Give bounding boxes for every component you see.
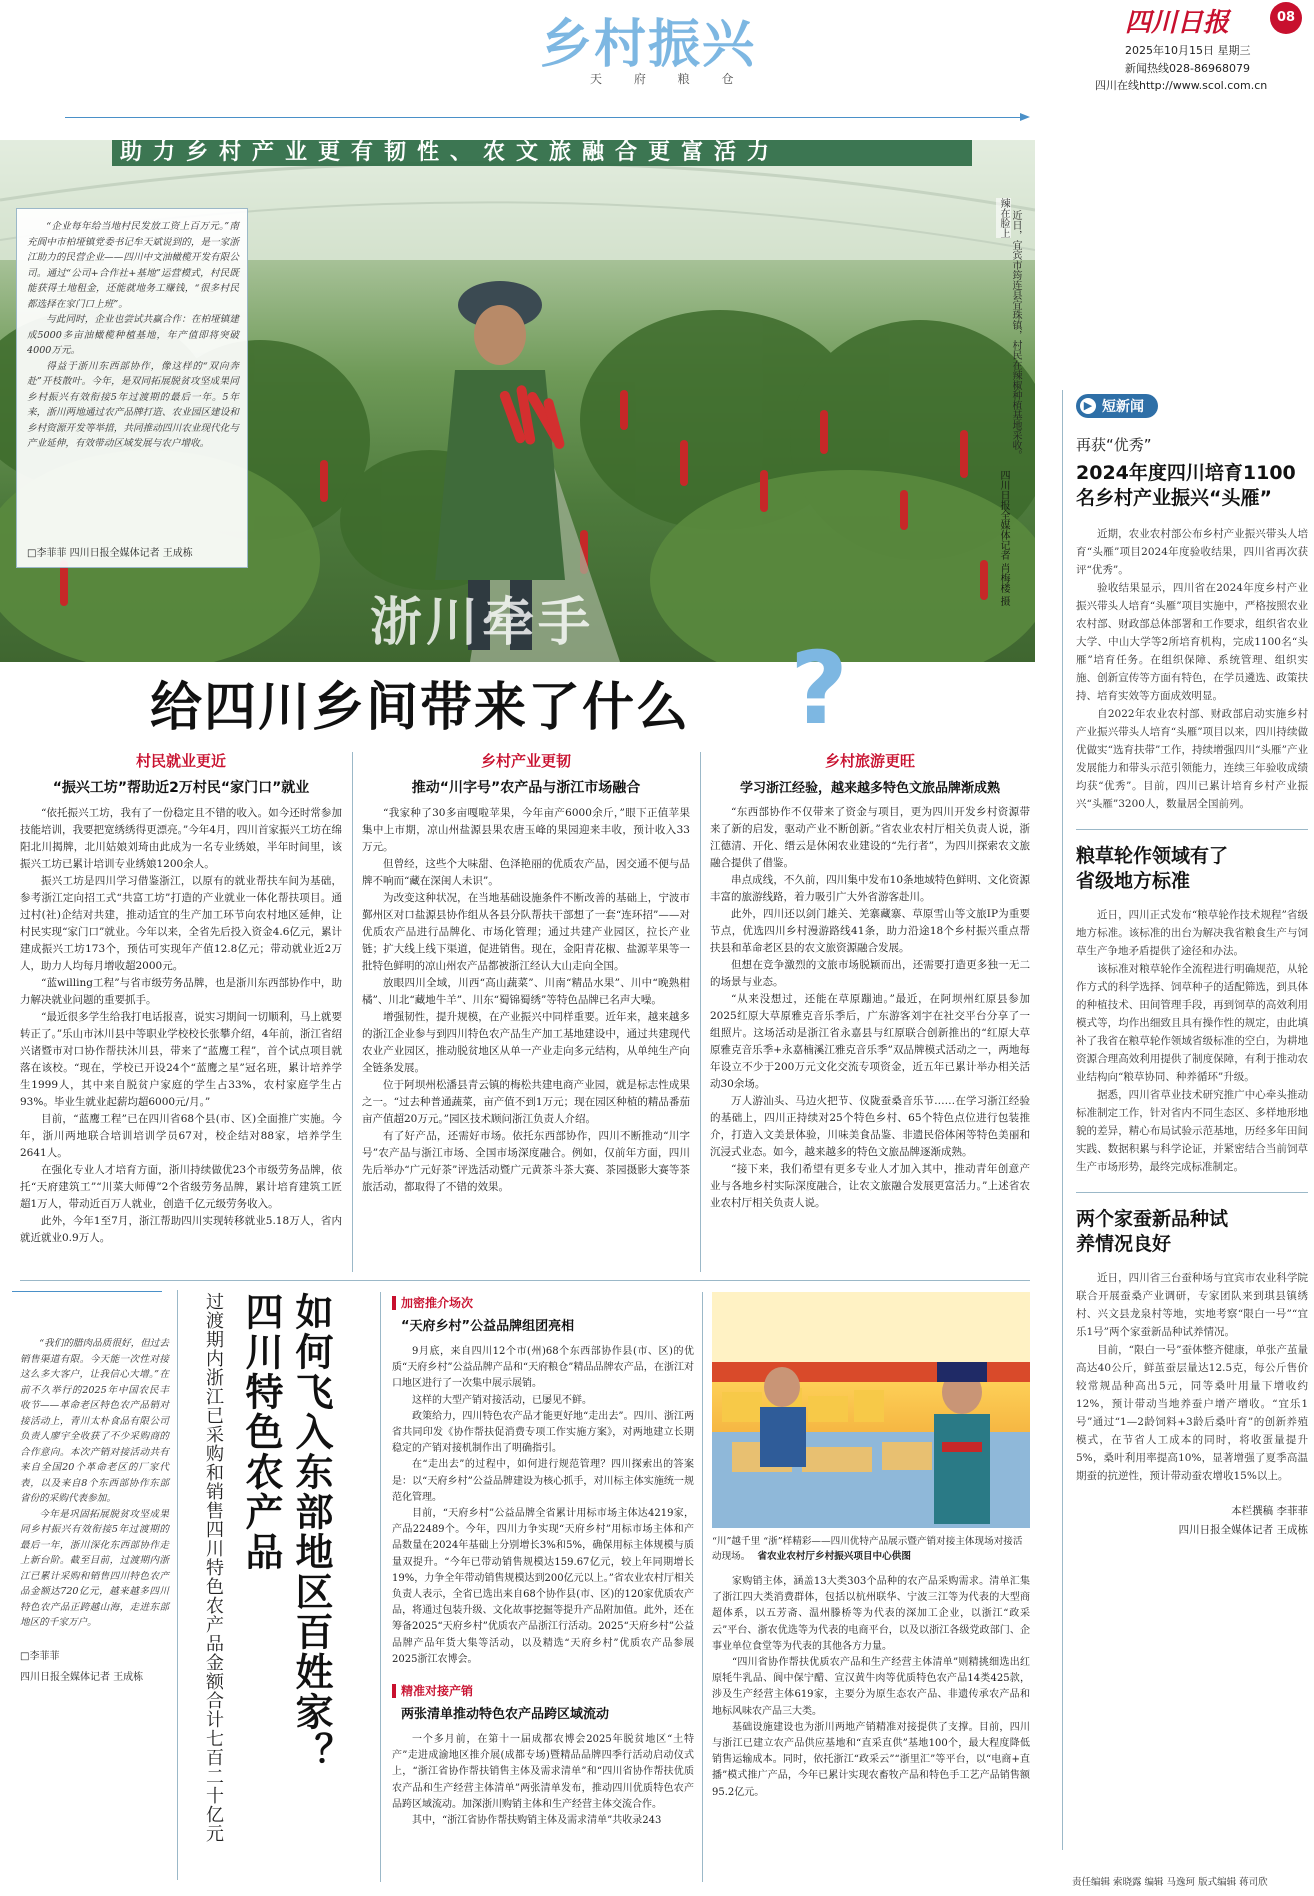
sidebar-separator	[1076, 829, 1308, 830]
column-paragraph: 在强化专业人才培育方面，浙川持续做优23个市级劳务品牌，依托“天府建筑工”“川菜大师傅”2个省级劳务品牌，累计培育建筑工匠超1万人，带动近百万人就业，创造千亿元级劳务收入。	[20, 1164, 342, 1210]
column-paragraph: 此外，今年1至7月，浙江帮助四川实现转移就业5.18万人，省内就近就业0.9万人。	[20, 1215, 342, 1244]
sidebar-item-paragraph: 据悉，四川省草业技术研究推广中心牵头推动标准制定工作，针对省内不同生态区、多样地形地貌的差异，精心布局试验示范基地，历经多年田间实践、数据积累与科学论证，并紧密结合当前饲草生产市场形势，最终完成标准制定。	[1076, 1089, 1308, 1173]
lower-intro-text	[20, 1336, 169, 1631]
lower-right-body	[712, 1574, 1030, 1801]
lower-divider	[702, 1292, 703, 1882]
photo-credit: 四川日报全媒体记者 肖梅楼 摄	[998, 470, 1009, 607]
section-title: 乡村振兴	[540, 15, 757, 75]
box1-head: 加密推介场次	[401, 1296, 474, 1310]
column-subhead: “振兴工坊”帮助近2万村民“家门口”就业	[52, 780, 310, 796]
sidebar-item-paragraph: 自2022年农业农村部、财政部启动实施乡村产业振兴带头人培育“头雁”项目以来，四川持续做优做实“选育扶带”工作，持续增强四川“头雁”产业发展能力和带头示范引领能力，连续三年验收成绩均获“优秀”。目前，四川已累计培育乡村产业振兴“头雁”3200人，数量居全国前列。	[1076, 708, 1308, 810]
column-paragraph: 振兴工坊是四川学习借鉴浙江，以原有的就业帮扶车间为基础，参考浙江定向招工式“共富工坊”打造的产业就业一体化帮扶项目。通过村(社)企结对共建，推动适宜的生产加工环节向农村地区延伸，让村民实现“家门口”就业。今年以来，全省先后投入资金4.6亿元，累计建成振兴工坊173个，预估可实现年产值12.8亿元；带动就业近2万人，助力人均每月增收超2000元。	[20, 875, 342, 972]
column-paragraph: 此外，四川还以剑门雄关、羌寨藏寨、草原雪山等文旅IP为重要节点，优选四川乡村漫游路线41条，助力沿途18个乡村振兴重点帮扶县和革命老区县的农文旅资源融合发展。	[710, 908, 1030, 954]
paper-name-logo: 四川日报	[1125, 8, 1230, 38]
sidebar-separator	[1076, 1192, 1308, 1193]
box2-head: 精准对接产销	[401, 1684, 474, 1699]
column-head: 乡村产业更韧	[480, 752, 571, 770]
photo-caption-short: 辣在脸上	[998, 198, 1009, 238]
hero-intro-paragraph: “企业每年给当地村民发放工资上百万元。”南充阆中市柏垭镇党委书记牟天斌说到的，是一家浙江助力的民营企业——四川中文油橄榄开发有限公司。通过“公司+合作社+基地”运营模式，村民既能获得土地租金，还能就地务工赚钱，“很多村民都选择在家门口上班”。	[27, 221, 239, 310]
hero-banner-text: 助力乡村产业更有韧性、农文旅融合更富活力	[120, 140, 781, 165]
box1-subhead: “天府乡村”公益品牌组团亮相	[401, 1319, 575, 1334]
sidebar-label-badge	[1076, 394, 1158, 418]
headline-main: 给四川乡间带来了什么	[150, 678, 691, 738]
sidebar-item-body	[1076, 1269, 1308, 1485]
page-number-badge	[1270, 2, 1302, 34]
column-paragraph: 万人游汕头、马边火把节、仪陇蚕桑音乐节……在学习浙江经验的基础上，四川正持续对25个特色乡村、65个特色点位进行包装推介，打造入文美景体验，川味美食品鉴、非遗民俗体闲等特色美丽和沉浸式业态。如今，越来越多的特色文旅品牌逐渐成熟。	[710, 1095, 1030, 1158]
box1-marker	[392, 1296, 396, 1310]
column-paragraph: 有了好产品，还需好市场。依托东西部协作，四川不断推动“川字号”农产品与浙江市场、全国市场深度融合。例如，仅前年方面，四川先后举办“广元好茶”评选活动暨广元黄茶斗茶大赛、茶园摄影大赛等茶旅活动，都取得了不错的效果。	[362, 1130, 690, 1193]
column-divider	[700, 752, 701, 1272]
column-body	[20, 805, 342, 1247]
box1-paragraph: 目前，“天府乡村”公益品牌全省累计用标市场主体达4219家，产品22489个。今年，四川力争实现“天府乡村”用标市场主体和产品数量在2024年基础上分别增长3%和5%，确保用标主体规模与质量双提升。“今年已带动销售规模达159.67亿元，较上年同期增长19%，力争全年带动销售规模达到200亿元以上。”省农业农村厅相关负责人表示，全省已选出来自68个协作县(市、区)的120家优质农产品，将通过包装升级、文化故事挖掘等提升产品附加值。此外，还在筹备2025“天府乡村”优质农产品浙江行活动。2025“天府乡村”公益品牌产品年货大集等活动，以及精选“天府乡村”优质农产品参展2025浙江农博会。	[392, 1508, 694, 1665]
sidebar-item-body	[1076, 906, 1308, 1176]
sidebar-divider	[1062, 390, 1063, 1850]
page-number: 08	[1276, 10, 1296, 25]
sidebar-item-paragraph: 该标准对粮草轮作全流程进行明确规范，从轮作方式的科学选择、饲草种子的适配筛选，到具体的种植技术、田间管理手段，再到饲草的高效利用模式等，均作出细致且具有操作性的规定，由此填补了我省在粮草轮作领域省级标准的空白，为耕地资源合理高效利用提供了制度保障，有利于推动农业结构向“粮草协同、种养循环”升级。	[1076, 963, 1308, 1083]
column-paragraph: 增强韧性，提升规模，在产业振兴中同样重要。近年来，越来越多的浙江企业参与到四川特色农产品生产加工基地建设中，通过共建现代农业产业园区，推动脱贫地区从单一产业走向多元结构，从单纯生产向全链条发展。	[362, 1011, 690, 1074]
headline-question-mark: ?	[790, 630, 849, 747]
hero-byline: □李菲菲 四川日报全媒体记者 王成栋	[27, 548, 193, 559]
column-subhead: 推动“川字号”农产品与浙江市场融合	[411, 780, 641, 796]
sidebar-item-paragraph: 近日，四川正式发布“粮草轮作技术规程”省级地方标准。该标准的出台为解决我省粮食生产与饲草生产争地矛盾提供了途径和办法。	[1076, 909, 1308, 957]
sidebar-item-kicker: 再获“优秀”	[1076, 436, 1152, 454]
masthead-arrow-line	[65, 117, 1025, 118]
sidebar-item	[1076, 844, 1308, 1176]
sidebar-label: 短新闻	[1102, 399, 1144, 415]
box2	[392, 1682, 694, 1829]
column-paragraph: 但曾经，这些个大味甜、色泽艳丽的优质农产品，因交通不便与品牌不响而“藏在深闺人未识”。	[362, 858, 690, 887]
lower-middle-column	[392, 1294, 694, 1829]
column-paragraph: “从来没想过，还能在草原蹦迪。”最近，在阿坝州红原县参加2025红原大草原雅克音乐季后，广东游客刘宇在社交平台分享了一组照片。这场活动是浙江省永嘉县与红原联合创新推出的“红原大草原雅克音乐季+永嘉楠溪江雅克音乐季”双品牌模式活动之一，两地每年设立不少于200万元文化交流专项资金，近五年已累计举办相关活动30余场。	[710, 993, 1030, 1090]
lower-headline-line-2: 四川特色农产品	[239, 1292, 283, 1572]
box1-paragraph: 这样的大型产销对接活动，已屡见不鲜。	[412, 1394, 592, 1406]
date-line: 2025年10月15日 星期三	[1125, 44, 1251, 57]
column-paragraph: 目前，“蓝鹰工程”已在四川省68个县(市、区)全面推广实施。今年，浙川两地联合培训培训学员67对，校企结对88家，培养学生2641人。	[20, 1113, 342, 1159]
column-paragraph: 但想在竞争激烈的文旅市场脱颖而出，还需要打造更多独一无二的场景与业态。	[710, 959, 1030, 988]
column-paragraph: 放眼四川全域，川西“高山蔬菜”、川南“精品水果”、川中“晚熟柑橘”、川北“藏地牛羊”、川东“蜀锦蜀绣”等特色品牌已名声大噪。	[362, 977, 690, 1006]
lower-photo	[712, 1292, 1030, 1528]
column-subhead: 学习浙江经验，越来越多特色文旅品牌渐成熟	[739, 781, 1000, 796]
sidebar-item-body	[1076, 525, 1308, 813]
lower-right-paragraph: “四川省协作帮扶优质农产品和生产经营主体清单”则精挑细选出红原牦牛乳品、阆中保宁醋、宣汉黄牛肉等优质特色农产品14类425款，涉及生产经营主体619家，主要分为原生态农产品、非遗传承农产品和地标风味农产品三大类。	[712, 1657, 1030, 1717]
column-paragraph: “最近很多学生给我打电话报喜，说实习期间一切顺利，马上就要转正了。”乐山市沐川县中等职业学校校长张攀介绍，4年前，浙江省绍兴诸暨市对口协作帮扶沐川县，带来了“蓝鹰工程”，首个试点项目就落在该校。“现在，学校已开设24个“蓝鹰之星”冠名班，累计培养学生1999人，其中来自脱贫户家庭的学生占33%，农村家庭学生占93%。毕业生就业起薪均超6000元/月。”	[20, 1011, 342, 1108]
masthead-arrow-head	[1020, 113, 1030, 121]
sidebar-item-title: 2024年度四川培育1100名乡村产业振兴“头雁”	[1076, 462, 1296, 509]
lower-photo-credit: 省农业农村厅乡村振兴项目中心供图	[757, 1551, 911, 1562]
section-divider	[20, 1280, 1030, 1281]
photo-caption-long: 近日，宜宾市筠连县宜珠镇，村民在辣椒种植基地采收。	[1010, 210, 1021, 460]
sidebar-byline-2: 四川日报全媒体记者 王成栋	[1178, 1524, 1308, 1536]
hero-intro-text	[27, 219, 239, 452]
column-paragraph: “我家种了30多亩嘎啦苹果，今年亩产6000余斤，”眼下正值苹果集中上市期，凉山州盐源县果农唐玉峰的果园迎来丰收，预计收入33万元。	[362, 807, 690, 853]
sidebar-item-title: 粮草轮作领域有了省级地方标准	[1076, 845, 1229, 892]
column-industry	[362, 750, 690, 1196]
column-paragraph: 为改变这种状况，在当地基础设施条件不断改善的基础上，宁波市鄞州区对口盐源县协作组从各县分队帮扶干部想了一套“连环招”——对优质农产品进行品牌化、市场化管理；通过共建产业园区，拉长产业链；扩大线上线下渠道，促进销售。现在，金阳青花椒、盐源苹果等一批特色鲜明的凉山州农产品都被浙江经认大山走向全国。	[362, 892, 690, 972]
column-paragraph: “东西部协作不仅带来了资金与项目，更为四川开发乡村资源带来了新的启发，驱动产业不断创新。”省农业农村厅相关负责人说，浙江德清、开化、缙云是休闲农业建设的“先行者”，为四川探索农文旅融合提供了借鉴。	[710, 806, 1030, 869]
lower-byline-1: □李菲菲	[20, 1650, 60, 1662]
section-masthead	[0, 0, 1314, 100]
column-divider	[352, 752, 353, 1272]
column-paragraph: “接下来，我们希望有更多专业人才加入其中，推动青年创意产业与各地乡村实际深度融合，让农文旅融合发展更富活力。”上述省农业农村厅相关负责人说。	[710, 1163, 1030, 1209]
box1-paragraph: 9月底，来自四川12个市(州)68个东西部协作县(市、区)的优质“天府乡村”公益品牌产品和“天府粮仓”精品品牌农产品，在浙江对口地区进行了一次集中展示展销。	[392, 1346, 694, 1390]
column-paragraph: 位于阿坝州松潘县青云镇的梅松共建电商产业园，就是标志性成果之一。“过去种普通蔬菜，亩产值不到1万元；现在园区种植的精品番茄亩产值超20万元。”园区技术顾问浙江负责人介绍。	[362, 1079, 690, 1125]
column-head: 乡村旅游更旺	[824, 752, 915, 770]
website-link[interactable]: 四川在线http://www.scol.com.cn	[1095, 79, 1268, 92]
box2-body	[392, 1732, 694, 1829]
hero-intro-paragraph: 与此同时，企业也尝试共赢合作：在柏垭镇建成5000多亩油橄榄种植基地，年产值即将突破4000万元。	[27, 314, 239, 356]
box1-paragraph: 政策给力，四川特色农产品才能更好地“走出去”。四川、浙江两省共同印发《协作帮扶促消费专项工作实施方案》，对两地建立长期稳定的产销对接机制作出了明确指引。	[392, 1410, 694, 1455]
column-paragraph: “依托振兴工坊，我有了一份稳定且不错的收入。如今还时常参加技能培训，我要把宽绣绣得更漂亮。”今年4月，四川首家振兴工坊在绵阳北川揭牌，北川姑娘刘琦由此成为一名专业绣娘，半年时间里，该振兴工坊已累计培训专业绣娘1200余人。	[20, 807, 342, 870]
sidebar-item	[1076, 434, 1308, 813]
column-paragraph: “蓝willing工程”与省市级劳务品牌，也是浙川东西部协作中，助力解决就业问题的重要抓手。	[20, 977, 342, 1006]
lower-photo-caption	[712, 1534, 1030, 1564]
box2-paragraph: 其中，“浙江省协作帮扶购销主体及需求清单”共收录243	[412, 1815, 662, 1827]
column-body	[362, 805, 690, 1196]
box2-paragraph: 一个多月前，在第十一届成都农博会2025年脱贫地区“土特产”走进成渝地区推介展(成都专场)暨精品品牌四季行活动启动仪式上，“浙江省协作帮扶销售主体及需求清单”和“四川省协作帮扶优质农产品和生产经营主体清单”两张清单发布，推动四川优质特色农产品跨区域流动。加深浙川购销主体和生产经营主体交流合作。	[392, 1734, 694, 1810]
column-head: 村民就业更近	[135, 752, 226, 770]
sidebar-item	[1076, 1207, 1308, 1537]
hero-photo	[0, 140, 1035, 662]
hero-intro-paragraph: 得益于浙川东西部协作，像这样的“双向奔赴”开枝散叶。今年，是双同拓展脱贫攻坚成果同乡村振兴有效衔接5年过渡期的最后一年。5年来，浙川两地通过农产品牌打造、农业园区建设和乡村资源开发等举措，共同推动四川农业现代化与产业延伸，有效带动区域发展与农户增收。	[27, 360, 239, 449]
box2-subhead: 两张清单推动特色农产品跨区域流动	[401, 1707, 610, 1723]
section-subtitle: 天 府 粮 仓	[590, 72, 748, 86]
lower-photo-caption-text: “川”越千里 “浙”样精彩——四川优特产品展示暨产销对接主体现场对接活动现场。	[712, 1536, 1023, 1562]
sidebar-item-paragraph: 近期，农业农村部公布乡村产业振兴带头人培育“头雁”项目2024年度验收结果，四川省再次获评“优秀”。	[1076, 528, 1308, 576]
lower-intro-paragraph: “我们的腊肉品质很好，但过去销售渠道有限。今天能一次性对接这么多大客户，让我信心大增。”在前不久举行的2025年中国农民丰收节——革命老区特色农产品销对接活动上，青川太朴食品有限公司负责人廖宇全收获了不少采购商的合作意向。本次产销对接活动共有来自全国20个革命老区的厂家代表，以及来自8个东西部协作东部省份的采购代表参加。	[20, 1338, 169, 1504]
headline-kicker: 浙川牵手	[370, 593, 595, 653]
sidebar-byline-1: 本栏撰稿 李菲菲	[1231, 1505, 1308, 1517]
column-jobs	[20, 750, 342, 1247]
lower-right-paragraph: 家购销主体，涵盖13大类303个品种的农产品采购需求。清单汇集了浙江四大类消费群体，包括以杭州联华、宁波三江等为代表的大型商超体系，以五芳斋、温州滕桥等为代表的深加工企业，以浙江“政采云”平台、浙农优选等为代表的电商平台，以及以浙江各级党政部门、企事业单位食堂等为代表的其他各方力量。	[712, 1576, 1030, 1652]
column-paragraph: 串点成线，不久前，四川集中发布10条地域特色鲜明、文化资源丰富的旅游线路，着力吸引广大外省游客赴川。	[710, 874, 1030, 903]
lower-intro-line	[12, 1291, 162, 1292]
arrow-right-icon: ▶	[1080, 398, 1096, 414]
sidebar-item-title: 两个家蚕新品种试养情况良好	[1076, 1208, 1229, 1255]
lower-divider	[380, 1292, 381, 1882]
footer-credits: 责任编辑 索晓露 编辑 马逸珂 版式编辑 蒋司欣	[1072, 1877, 1268, 1888]
column-body	[710, 804, 1030, 1212]
lower-headline-line-1: 如何飞入东部地区百姓家？	[289, 1292, 333, 1772]
sidebar-item-paragraph: 目前，“限白一号”蚕体整齐健康，单张产茧量高达40公斤，鲜茧蚕层量达12.5克，每公斤售价较常规品种高出5元，同等桑叶用量下增收约12%，预计带动当地养蚕户增产增收。“宜乐1号”通过“1—2龄饲料+3龄后桑叶育”的创新养殖模式，在节省人工成本的同时，将收蛋量提升5%，桑叶利用率提高10%，显著增强了夏季高温期蚕的抗逆性，预计带动蚕农增收15%以上。	[1076, 1344, 1308, 1482]
market-scene	[712, 1292, 1030, 1528]
lower-byline-2: 四川日报全媒体记者 王成栋	[20, 1671, 144, 1683]
sidebar-item-paragraph: 验收结果显示，四川省在2024年度乡村产业振兴带头人培育“头雁”项目实施中，严格按照农业农村部、财政部总体部署和工作要求，组织省农业大学、中山大学等2所培育机构，完成1100名“头雁”培育任务。在组织保障、系统管理、组织实施、创新宣传等方面有特色，在学员遴选、政策扶持、培育实效等方面成效明显。	[1076, 582, 1308, 702]
box2-marker	[392, 1684, 396, 1698]
lower-intro-paragraph: 今年是巩固拓展脱贫攻坚成果同乡村振兴有效衔接5年过渡期的最后一年，浙川深化东西部协作走上新台阶。截至目前，过渡期内浙江已累计采购和销售四川特色农产品金额达720亿元，越来越多四川特色农产品正跨越山海，走进东部地区的千家万户。	[20, 1508, 169, 1628]
lower-right-paragraph: 基础设施建设也为浙川两地产销精准对接提供了支撑。目前，四川与浙江已建立农产品供应基地和“直采直供”基地100个，最大程度降低销售运输成本。同时，依托浙江“政采云”“浙里汇”等平台，以“电商+直播”模式推广产品，今年已累计实现农畜牧产品和特色手工艺产品销售额95.2亿元。	[712, 1721, 1030, 1798]
sidebar	[1076, 394, 1308, 1537]
hero-intro-box	[16, 208, 248, 568]
sidebar-item-paragraph: 近日，四川省三台蚕种场与宜宾市农业科学院联合开展蚕桑产业调研，专家团队来到琪县镇绣村、兴文县龙泉村等地，实地考察“限白一号”“宜乐1号”两个家蚕新品种试养情况。	[1076, 1272, 1308, 1338]
box1-body	[392, 1344, 694, 1668]
lower-headline-sub: 过渡期内浙江已采购和销售四川特色农产品金额合计七百二十亿元	[203, 1292, 224, 1843]
hotline: 新闻热线028-86968079	[1125, 62, 1250, 75]
lower-intro-box	[6, 1290, 178, 1880]
column-tourism	[710, 750, 1030, 1212]
box1-paragraph: 在“走出去”的过程中，如何进行规范管理？四川探索出的答案是：以“天府乡村”公益品牌建设为核心抓手，对川标主体实施统一规范化管理。	[392, 1459, 694, 1503]
